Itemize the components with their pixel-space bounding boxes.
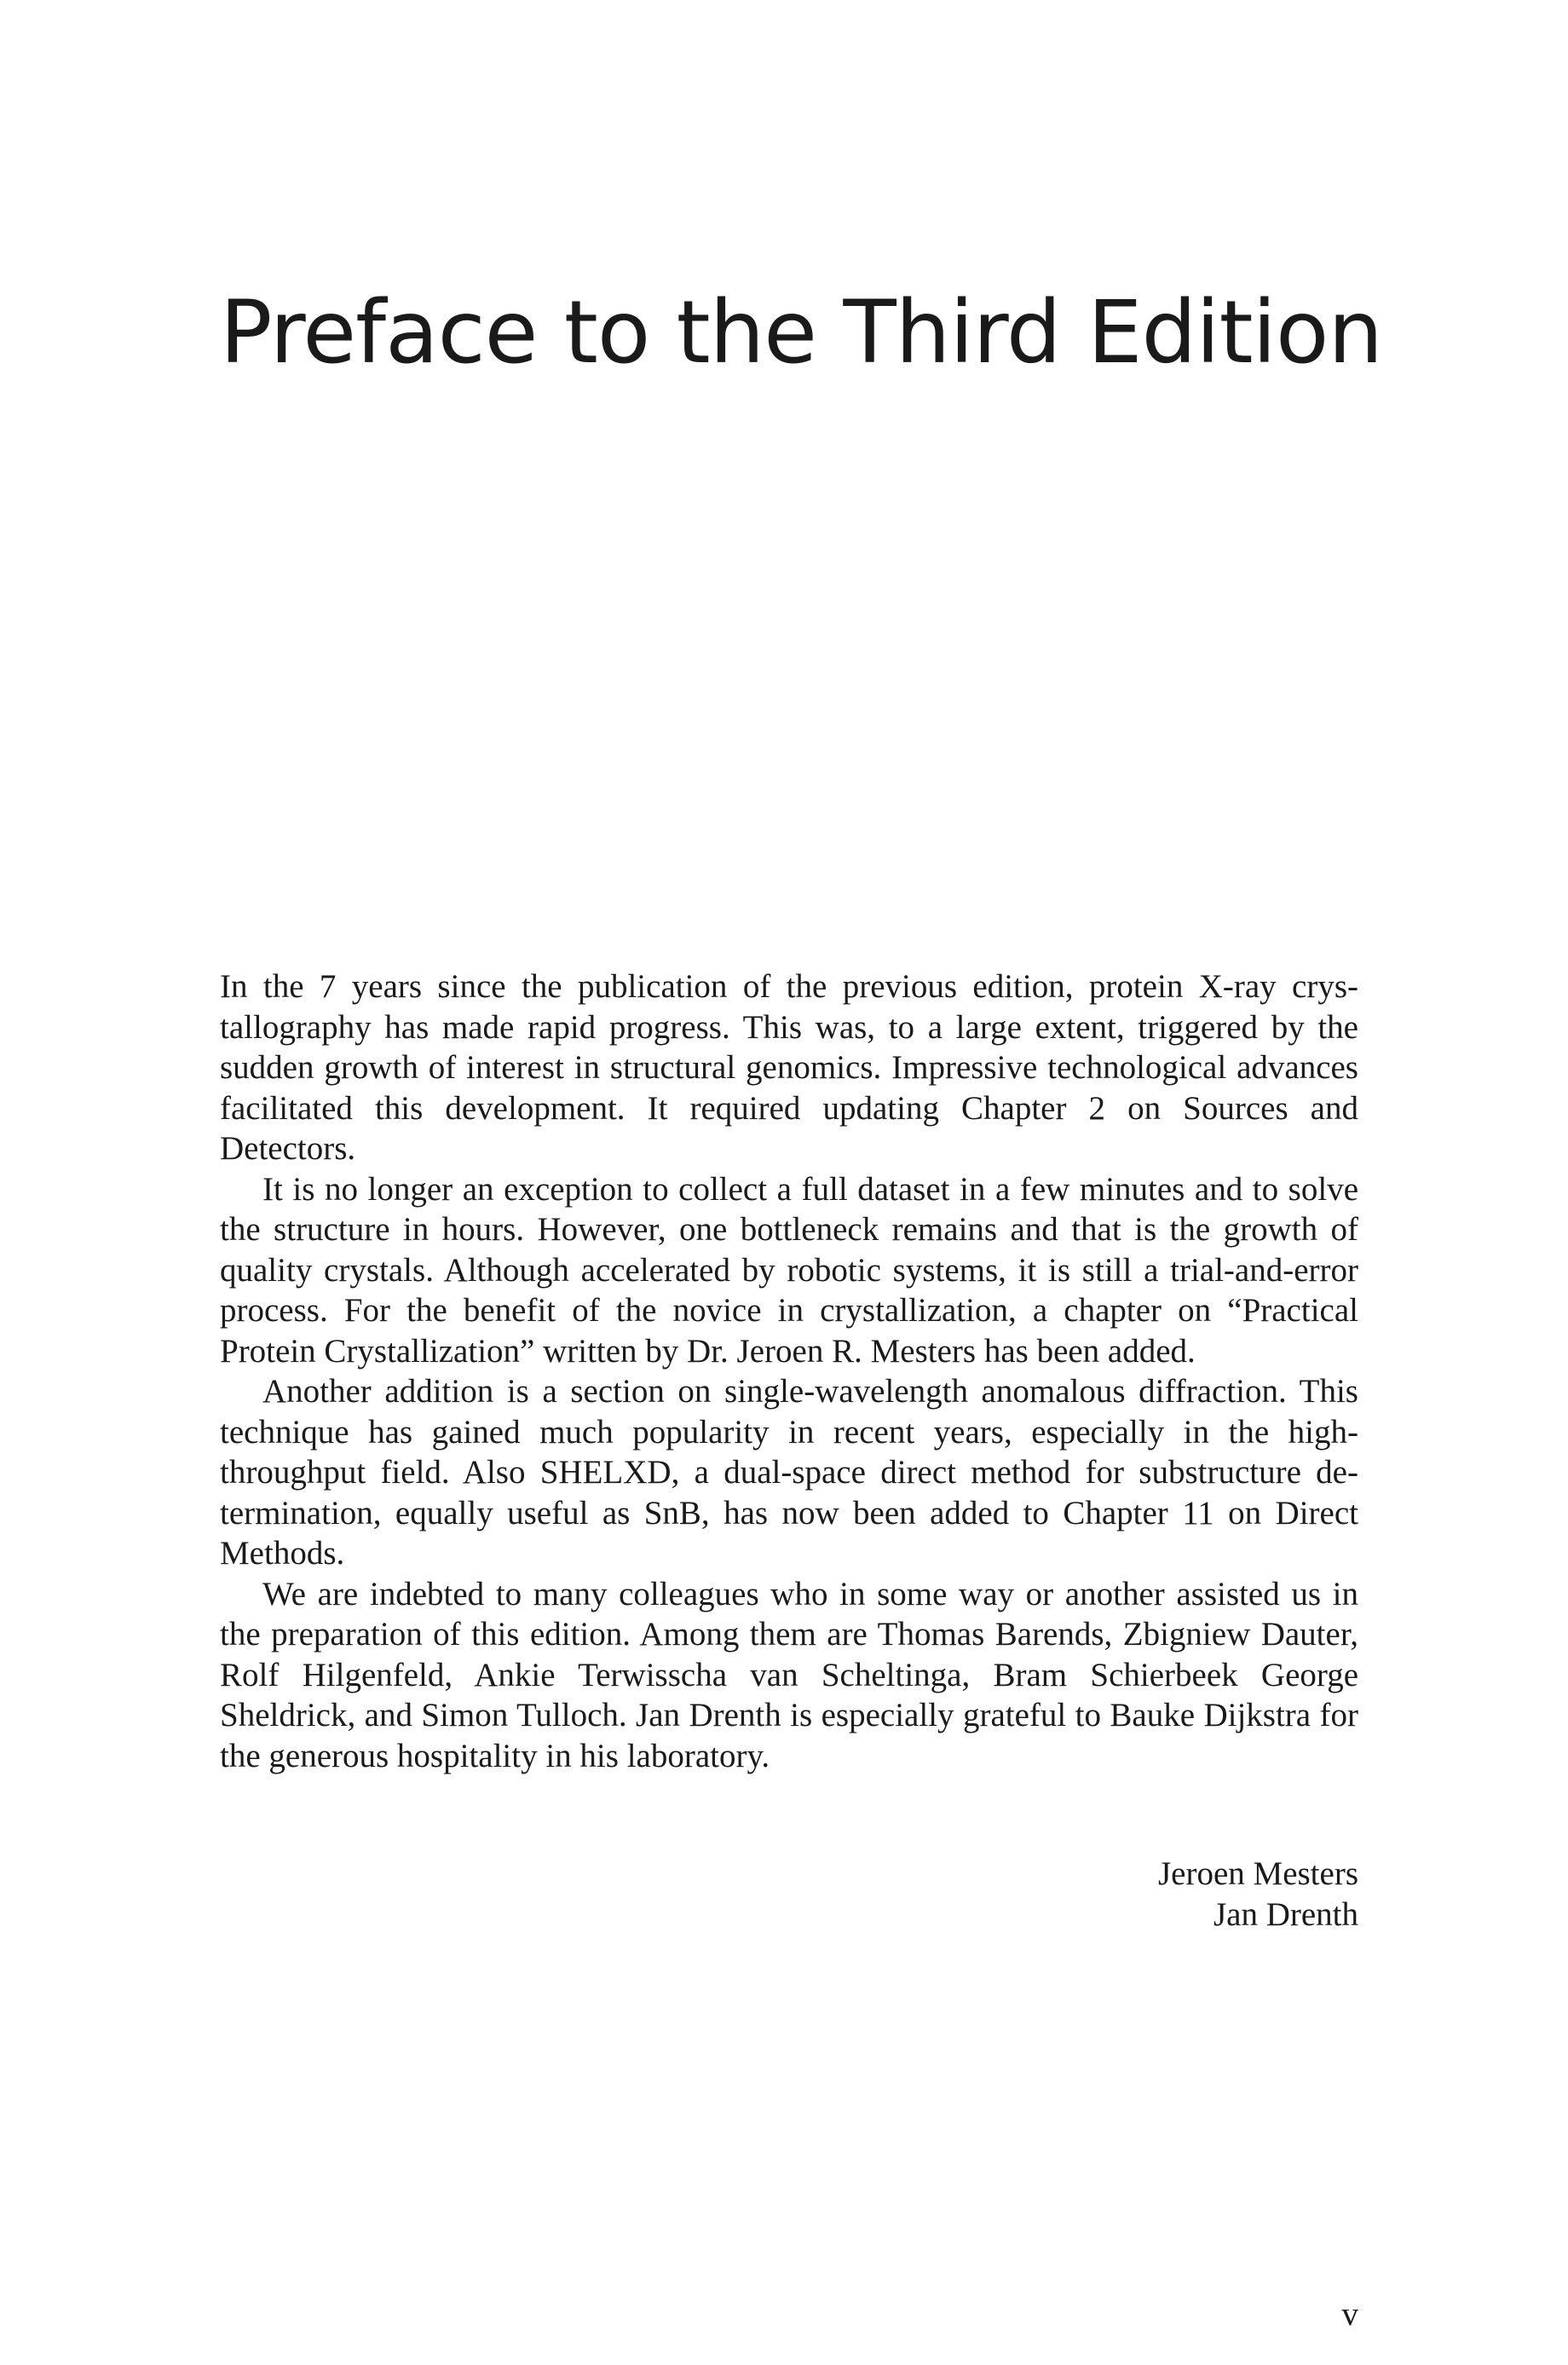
paragraph: Another addition is a section on single-wavelength anomalous diffraction. This technique has gained much popularity in recent years, especially in the high-throughput field. Also SHELXD, a dual-space direct method for substructure determination, equally useful as SnB, has now been added to Chapter 11 on Direct Methods. xyxy=(220,1373,1358,1572)
signature-block xyxy=(1158,1854,1358,1935)
author-name: Jeroen Mesters xyxy=(1157,1855,1358,1892)
page-number: v xyxy=(1341,2296,1358,2333)
paragraph: We are indebted to many colleagues who in some way or another assisted us in the preparation of this edition. Among them are Thomas Barends, Zbigniew Dauter, Rolf Hilgenfeld, Ankie Terwisscha van Scheltinga, Bram Schierbeek George Sheldrick, and Simon Tulloch. Jan Drenth is especially grateful to Bauke Dijkstra for the generous hospitality in his laboratory. xyxy=(220,1575,1358,1774)
author-name: Jan Drenth xyxy=(1213,1895,1358,1933)
paragraph: In the 7 years since the publication of the previous edition, protein X-ray crystallography has made rapid progress. This was, to a large extent, triggered by the sudden growth of interest in structural genomics. Impressive technological advances facilitated this development. It required updating Chapter 2 on Sources and Detectors. xyxy=(220,968,1358,1167)
page-title: Preface to the Third Edition xyxy=(220,282,1382,384)
preface-body xyxy=(220,966,1358,1776)
paragraph: It is no longer an exception to collect a full dataset in a few minutes and to solve the structure in hours. However, one bottleneck remains and that is the growth of quality crystals. Although accelerated by robotic systems, it is still a trial-and-error process. For the benefit of the novice in crystallization, a chapter on “Practical Protein Crystallization” written by Dr. Jeroen R. Mesters has been added. xyxy=(220,1170,1358,1370)
